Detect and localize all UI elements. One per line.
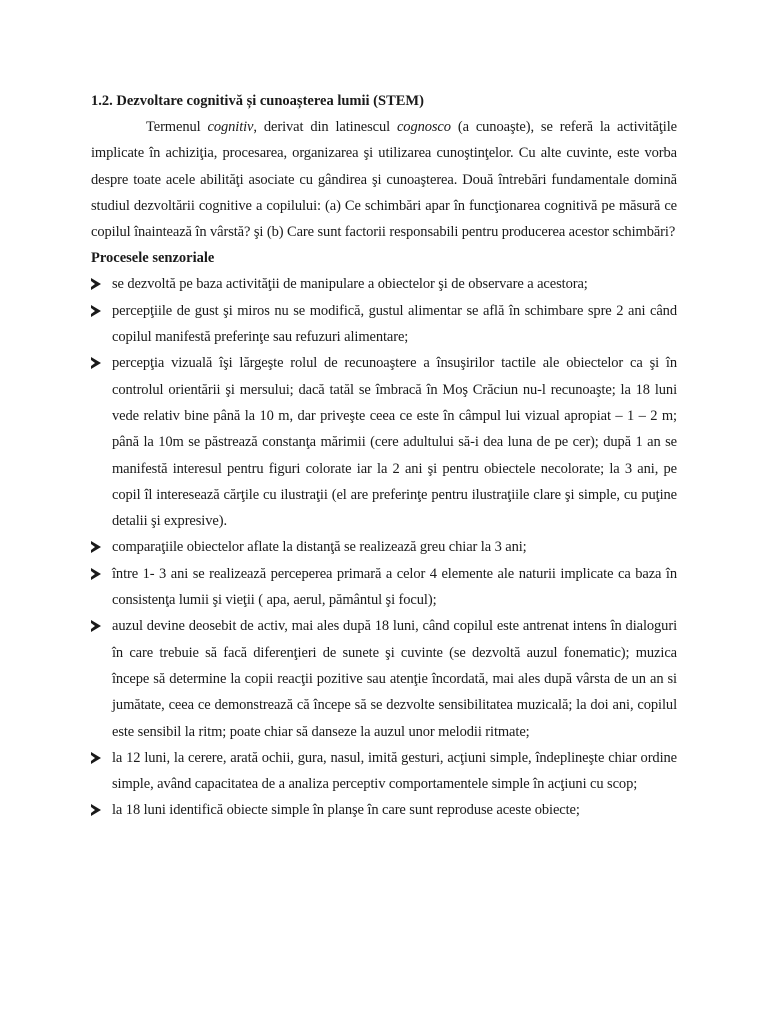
list-item xyxy=(91,613,677,744)
list-item xyxy=(91,298,677,351)
intro-part-1: Termenul xyxy=(146,119,208,135)
list-item-text: percepţia vizuală îşi lărgeşte rolul de recunoaştere a însuşirilor tactile ale obiectelor ca şi în controlul orientării şi mersului; dacă tatăl se îmbracă în Moş Crăciun nu-l recunoaşte; la 18 luni vede relativ bine până la 10 m, dar priveşte ceea ce este în câmpul lui vizual apropiat – 1 – 2 m; până la 10m se păstrează constanţa mărimii (cere adultului să-i dea luna de pe cer); după 1 an se manifestă interesul pentru figuri colorate iar la 2 ani şi pentru obiectele necolorate; la 3 ani, pe copil îl interesează cărţile cu ilustraţii (el are preferinţe pentru ilustraţiile clare şi simple, cu puţine detalii şi expresive). xyxy=(112,355,677,530)
list-item xyxy=(91,350,677,534)
arrow-bullet-icon xyxy=(91,752,101,764)
list-item xyxy=(91,797,677,823)
list-item-text: la 12 luni, la cerere, arată ochii, gura, nasul, imită gesturi, acţiuni simple, îndeplineşte chiar ordine simple, având capacitatea de a analiza perceptiv comportamentele simple în acţiuni cu scop; xyxy=(112,749,677,793)
arrow-bullet-icon xyxy=(91,804,101,816)
arrow-bullet-icon xyxy=(91,568,101,580)
arrow-bullet-icon xyxy=(91,541,101,553)
list-item xyxy=(91,745,677,798)
list-item-text: percepţiile de gust şi miros nu se modifică, gustul alimentar se află în schimbare spre 2 ani când copilul manifestă preferinţe sau refuzuri alimentare; xyxy=(112,302,677,346)
arrow-bullet-icon xyxy=(91,620,101,632)
intro-part-2: , derivat din latinescul xyxy=(253,119,397,135)
bullet-list xyxy=(91,271,677,823)
intro-part-3: (a cunoaşte), se referă la activităţile implicate în achiziţia, procesarea, organizarea şi utilizarea cunoştinţelor. Cu alte cuvinte, este vorba despre toate acele abilităţi asociate cu gândirea şi cunoaşterea. Două întrebări fundamentale domină studiul dezvoltării cognitive a copilului: (a) Ce schimbări apar în funcţionarea cognitivă pe măsură ce copilul înaintează în vârstă? şi (b) Care sunt factorii responsabili pentru producerea acestor schimbări? xyxy=(91,119,678,241)
list-item-text: între 1- 3 ani se realizează perceperea primară a celor 4 elemente ale naturii implicate ca baza în consistenţa lumii şi vieţii ( apa, aerul, pământul şi focul); xyxy=(112,565,677,609)
list-item-text: se dezvoltă pe baza activităţii de manipulare a obiectelor şi de observare a acestora; xyxy=(112,276,588,293)
intro-paragraph xyxy=(91,114,677,245)
arrow-bullet-icon xyxy=(91,357,101,369)
list-item xyxy=(91,561,677,614)
arrow-bullet-icon xyxy=(91,305,101,317)
subsection-title: Procesele senzoriale xyxy=(91,250,215,267)
intro-term-cognitiv: cognitiv xyxy=(207,119,254,135)
list-item-text: auzul devine deosebit de activ, mai ales după 18 luni, când copilul este antrenat intens în dialoguri în care trebuie să facă diferenţieri de sunete şi cuvinte (se dezvoltă auzul fonematic); muzica începe să determine la copii reacţii pozitive sau atenţie încordată, mai ales după vârsta de un an si jumătate, ceea ce demonstrează că începe să se dezvolte sensibilitatea muzicală; la doi ani, copilul este sensibil la ritm; poate chiar să danseze la auzul unor melodii ritmate; xyxy=(112,618,677,740)
arrow-bullet-icon xyxy=(91,278,101,290)
list-item xyxy=(91,271,677,297)
list-item-text: la 18 luni identifică obiecte simple în planşe în care sunt reproduse aceste obiecte; xyxy=(112,802,580,819)
intro-term-cognosco: cognosco xyxy=(396,119,451,135)
list-item-text: comparaţiile obiectelor aflate la distanţă se realizează greu chiar la 3 ani; xyxy=(112,539,527,556)
document-page xyxy=(91,88,677,824)
list-item xyxy=(91,534,677,560)
section-title: 1.2. Dezvoltare cognitivă și cunoașterea lumii (STEM) xyxy=(91,93,424,109)
